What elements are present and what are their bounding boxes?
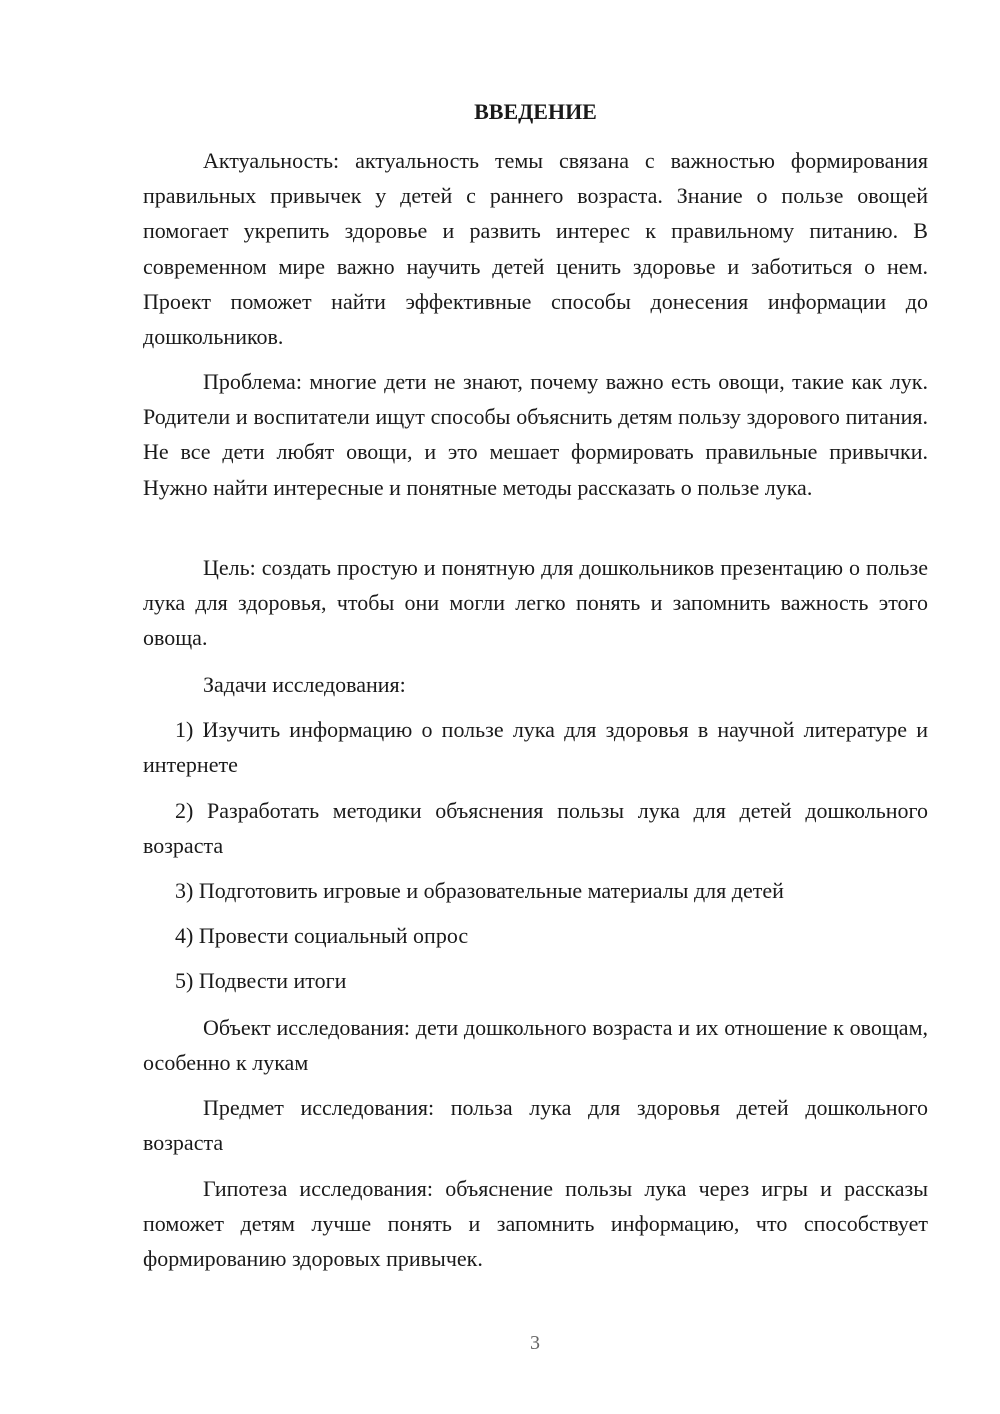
paragraph-relevance: Актуальность: актуальность темы связана с важностью формирования правильных привычек у детей с раннего возраста. Знание о пользе овощей помогает укрепить здоровье и развить интерес к правильному питанию. В современном мире важно научить детей ценить здоровье и заботиться о нем. Проект поможет найти эффективные способы донесения информации до дошкольников. (143, 148, 928, 350)
task-item-4: 4) Провести социальный опрос (175, 923, 469, 948)
task-item-5: 5) Подвести итоги (175, 968, 347, 993)
tasks-title: Задачи исследования: (203, 672, 406, 697)
page-number: 3 (530, 1332, 540, 1354)
section-heading: ВВЕДЕНИЕ (474, 99, 597, 124)
paragraph-object: Объект исследования: дети дошкольного возраста и их отношение к овощам, особенно к лукам (143, 1015, 928, 1076)
paragraph-hypothesis: Гипотеза исследования: объяснение пользы лука через игры и рассказы поможет детям лучше понять и запомнить информацию, что способствует формированию здоровых привычек. (143, 1176, 928, 1272)
paragraph-subject: Предмет исследования: польза лука для здоровья детей дошкольного возраста (143, 1095, 928, 1156)
task-item-3: 3) Подготовить игровые и образовательные материалы для детей (175, 878, 784, 903)
task-item-1: 1) Изучить информацию о пользе лука для здоровья в научной литературе и интернете (143, 717, 928, 778)
paragraph-problem: Проблема: многие дети не знают, почему важно есть овощи, такие как лук. Родители и воспитатели ищут способы объяснить детям пользу здорового питания. Не все дети любят овощи, и это мешает формировать правильные привычки. Нужно найти интересные и понятные методы рассказать о пользе лука. (143, 369, 928, 500)
paragraph-goal: Цель: создать простую и понятную для дошкольников презентацию о пользе лука для здоровья, чтобы они могли легко понять и запомнить важность этого овоща. (143, 555, 928, 651)
task-item-2: 2) Разработать методики объяснения пользы лука для детей дошкольного возраста (143, 798, 928, 859)
